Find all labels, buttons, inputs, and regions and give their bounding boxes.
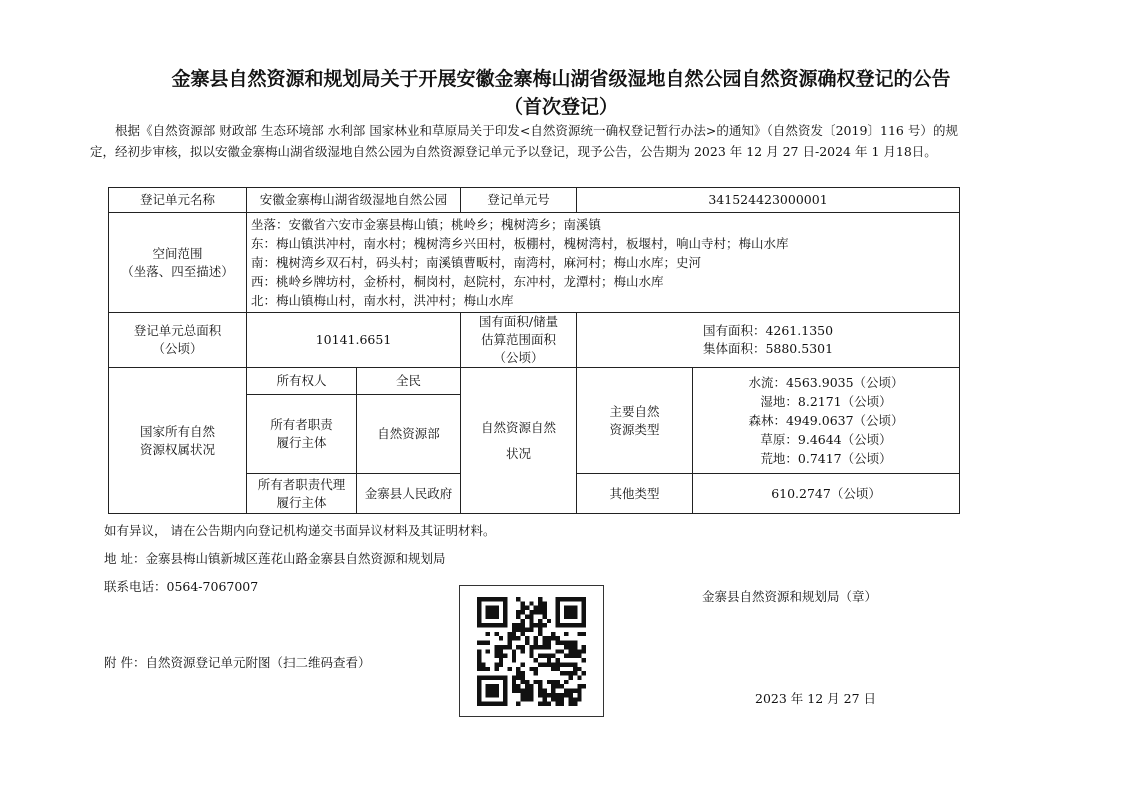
area-values <box>577 313 960 368</box>
wasteland-value: 荒地：0.7417（公顷） <box>760 451 892 466</box>
unit-no-label: 登记单元号 <box>461 188 577 213</box>
grassland-value: 草原：9.4644（公顷） <box>760 432 892 447</box>
other-type-value: 610.2747（公顷） <box>693 474 960 514</box>
scope-west: 西：桃岭乡牌坊村，金桥村，桐岗村，赵院村，东冲村，龙潭村；梅山水库 <box>251 274 664 289</box>
owner-label: 所有权人 <box>247 368 357 395</box>
scope-description <box>247 213 960 313</box>
registration-table <box>108 187 960 514</box>
wetland-value: 湿地：8.2171（公顷） <box>760 394 892 409</box>
qr-code-frame[interactable] <box>459 585 604 717</box>
other-type-label: 其他类型 <box>577 474 693 514</box>
issuer-seal: 金寨县自然资源和规划局（章） <box>702 589 878 604</box>
collective-area-value: 集体面积：5880.5301 <box>702 341 834 356</box>
duty-value: 自然资源部 <box>357 395 461 474</box>
duty-label: 所有者职责 履行主体 <box>247 395 357 474</box>
unit-no-value: 341524423000001 <box>577 188 960 213</box>
proxy-value: 金寨县人民政府 <box>357 474 461 514</box>
forest-value: 森林：4949.0637（公顷） <box>748 413 904 428</box>
ownership-label: 国家所有自然 资源权属状况 <box>109 368 247 514</box>
scope-location: 坐落：安徽省六安市金寨县梅山镇；桃岭乡；槐树湾乡；南溪镇 <box>251 217 602 232</box>
unit-name-value: 安徽金寨梅山湖省级湿地自然公园 <box>247 188 461 213</box>
owner-value: 全民 <box>357 368 461 395</box>
state-area-label: 国有面积/储量 估算范围面积 （公顷） <box>461 313 577 368</box>
resource-status-label: 自然资源自然 状况 <box>461 368 577 514</box>
notice-subtitle: （首次登记） <box>503 96 618 118</box>
scope-label: 空间范围 （坐落、四至描述） <box>109 213 247 313</box>
phone-line: 联系电话：0564-7067007 <box>104 579 259 594</box>
notice-title: 金寨县自然资源和规划局关于开展安徽金寨梅山湖省级湿地自然公园自然资源确权登记的公告 <box>171 68 951 90</box>
unit-name-label: 登记单元名称 <box>109 188 247 213</box>
state-area-value: 国有面积：4261.1350 <box>702 323 834 338</box>
issue-date: 2023 年 12 月 27 日 <box>755 691 876 706</box>
total-area-label: 登记单元总面积 （公顷） <box>109 313 247 368</box>
main-type-label: 主要自然 资源类型 <box>577 368 693 474</box>
main-type-values <box>693 368 960 474</box>
proxy-label: 所有者职责代理 履行主体 <box>247 474 357 514</box>
qr-code-icon[interactable] <box>477 597 586 706</box>
address-line: 地 址：金寨县梅山镇新城区莲花山路金寨县自然资源和规划局 <box>104 551 446 566</box>
scope-south: 南：槐树湾乡双石村，码头村；南溪镇曹畈村，南湾村，麻河村；梅山水库；史河 <box>251 255 702 270</box>
scope-north: 北：梅山镇梅山村，南水村，洪冲村；梅山水库 <box>251 293 514 308</box>
intro-paragraph: 根据《自然资源部 财政部 生态环境部 水利部 国家林业和草原局关于印发<自然资源统一确权登记暂行办法>的通知》（自然资发〔2019〕116 号）的规定，经初步审核，拟以安徽金寨梅山湖省级湿地自然公园为自然资源登记单元予以登记，现予公告，公告期为 2023 年 12 月 27 日-2024 年 1 月18日。 <box>90 123 958 159</box>
scope-east: 东：梅山镇洪冲村，南水村；槐树湾乡兴田村，板棚村，槐树湾村，板堰村，响山寺村；梅山水库 <box>251 236 789 251</box>
attachment-line: 附 件：自然资源登记单元附图（扫二维码查看） <box>104 655 371 670</box>
water-value: 水流：4563.9035（公顷） <box>748 375 904 390</box>
total-area-value: 10141.6651 <box>247 313 461 368</box>
objection-note: 如有异议， 请在公告期内向登记机构递交书面异议材料及其证明材料。 <box>104 523 496 538</box>
